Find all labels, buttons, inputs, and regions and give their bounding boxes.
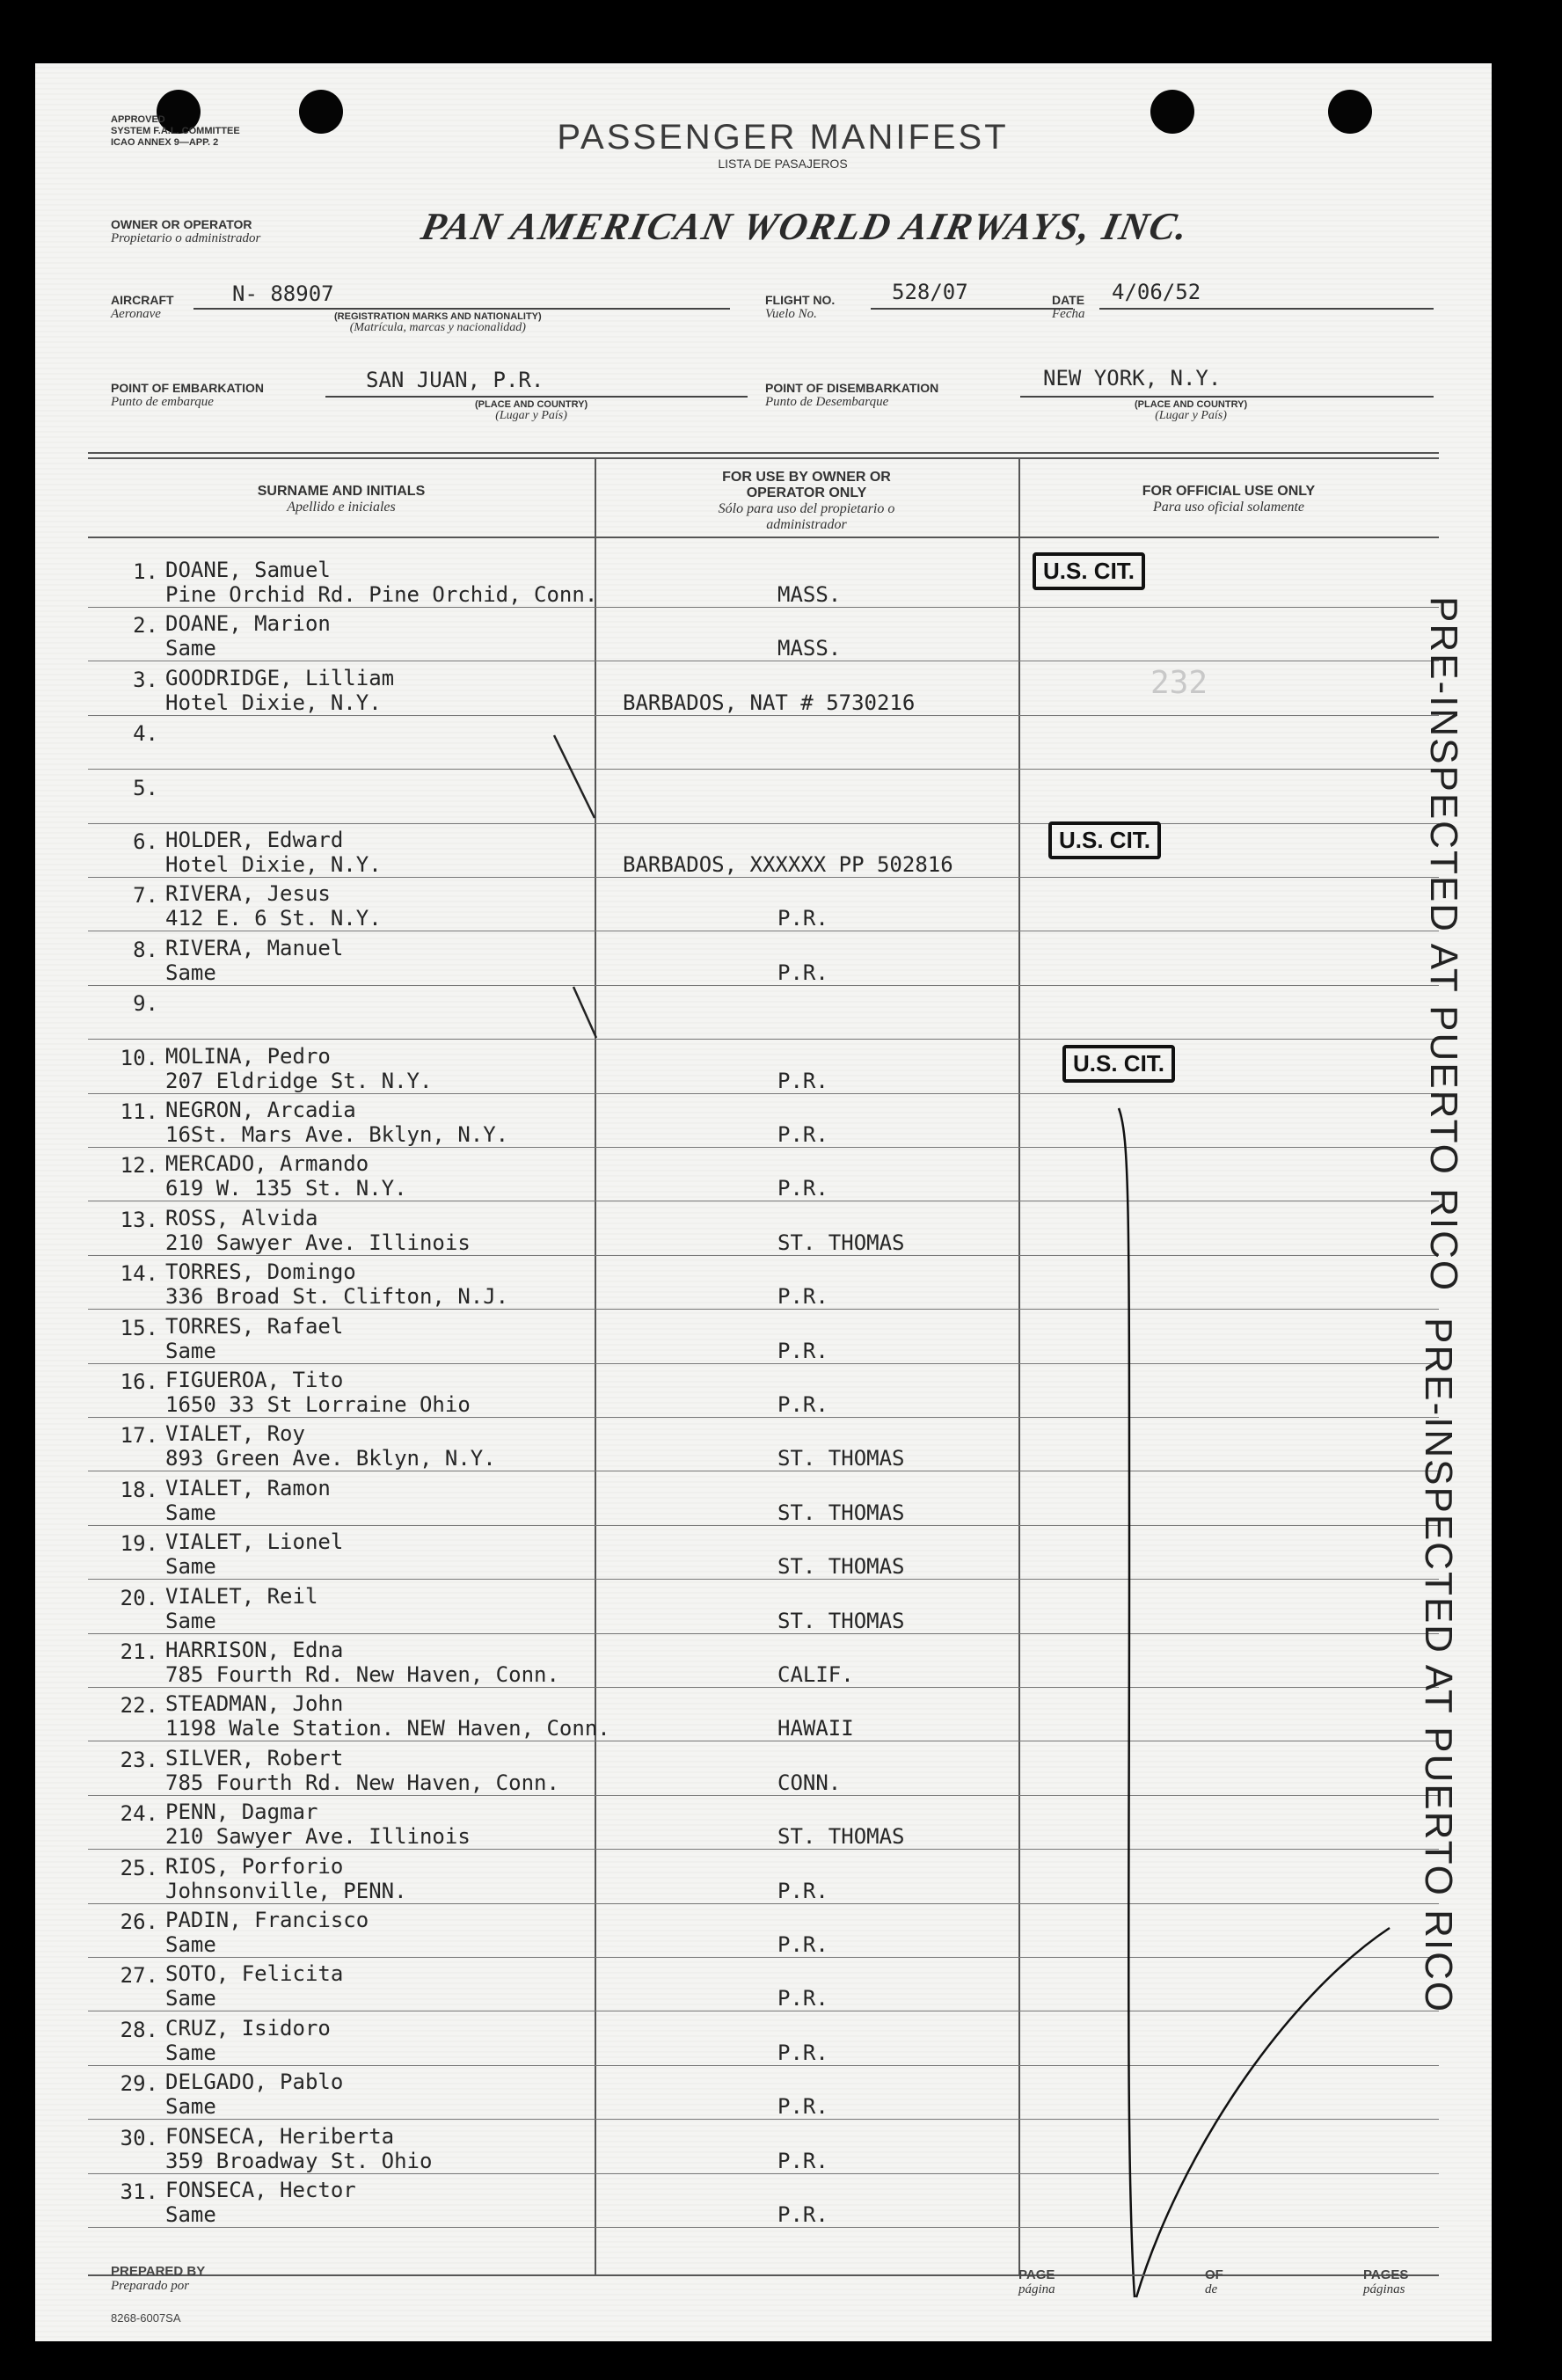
passenger-name: PADIN, Francisco bbox=[165, 1908, 369, 1932]
owner-label-block bbox=[111, 218, 260, 246]
row-divider bbox=[88, 1147, 1439, 1148]
row-divider bbox=[88, 1309, 1439, 1310]
row-number: 15. bbox=[120, 1315, 158, 1340]
passenger-address: 412 E. 6 St. N.Y. bbox=[165, 906, 382, 931]
passenger-name: HARRISON, Edna bbox=[165, 1638, 344, 1662]
passenger-name: CRUZ, Isidoro bbox=[165, 2015, 331, 2041]
row-number: 29. bbox=[120, 2071, 158, 2097]
row-divider bbox=[88, 1417, 1439, 1418]
approval-block bbox=[111, 114, 240, 149]
punch-hole bbox=[1328, 90, 1372, 134]
page-label: PAGE bbox=[1018, 2267, 1055, 2282]
aircraft-label-block bbox=[111, 294, 174, 322]
operator-use-entry: MASS. bbox=[777, 582, 842, 607]
embark-value: SAN JUAN, P.R. bbox=[366, 368, 544, 392]
passenger-address: Same bbox=[165, 636, 216, 661]
footer-rule bbox=[88, 2274, 1439, 2276]
flight-value: 528/07 bbox=[892, 280, 968, 304]
aircraft-value: N- 88907 bbox=[232, 281, 334, 306]
row-divider bbox=[88, 715, 1439, 716]
disembark-note: (PLACE AND COUNTRY) bbox=[1135, 399, 1248, 410]
row-number: 5. bbox=[133, 775, 158, 800]
pre-inspected-stamp: PRE-INSPECTED AT PUERTO RICO bbox=[1422, 596, 1465, 1293]
embark-label-block bbox=[111, 382, 264, 410]
date-line bbox=[1099, 308, 1434, 310]
passenger-address: 619 W. 135 St. N.Y. bbox=[165, 1176, 407, 1201]
pages-label-es: páginas bbox=[1363, 2282, 1405, 2296]
form-code: 8268-6007SA bbox=[111, 2311, 181, 2325]
pen-stroke bbox=[554, 735, 595, 818]
disembark-label-block bbox=[765, 382, 938, 410]
operator-use-entry: P.R. bbox=[777, 2040, 828, 2065]
row-number: 6. bbox=[133, 829, 158, 854]
operator-use-entry: P.R. bbox=[777, 1392, 828, 1417]
pen-stroke bbox=[573, 987, 596, 1038]
passenger-address: Same bbox=[165, 960, 216, 985]
row-divider bbox=[88, 1579, 1439, 1580]
prepared-by-block bbox=[111, 2264, 205, 2294]
passenger-name: SILVER, Robert bbox=[165, 1745, 344, 1770]
passenger-address: Same bbox=[165, 1986, 216, 2011]
passenger-address: 893 Green Ave. Bklyn, N.Y. bbox=[165, 1446, 496, 1471]
column-divider bbox=[595, 457, 596, 2274]
flight-label: FLIGHT NO. bbox=[765, 293, 836, 307]
row-divider bbox=[88, 1039, 1439, 1040]
operator-use-entry: P.R. bbox=[777, 1122, 828, 1147]
passenger-name: ROSS, Alvida bbox=[165, 1205, 318, 1230]
passenger-address: 336 Broad St. Clifton, N.J. bbox=[165, 1284, 509, 1310]
operator-use-entry: P.R. bbox=[777, 1068, 828, 1093]
disembark-label-es: Punto de Desembarque bbox=[765, 395, 889, 409]
passenger-name: VIALET, Ramon bbox=[165, 1475, 331, 1500]
aircraft-note-block bbox=[334, 311, 542, 334]
table-top-rule bbox=[88, 457, 1439, 459]
row-divider bbox=[88, 1687, 1439, 1688]
passenger-name: NEGRON, Arcadia bbox=[165, 1098, 356, 1122]
row-divider bbox=[88, 1363, 1439, 1364]
date-label-block bbox=[1052, 294, 1084, 322]
row-divider bbox=[88, 2227, 1439, 2228]
embark-label-es: Punto de embarque bbox=[111, 395, 214, 409]
of-label-block bbox=[1205, 2267, 1223, 2297]
page-label-block bbox=[1018, 2267, 1055, 2297]
row-number: 23. bbox=[120, 1747, 158, 1772]
row-number: 9. bbox=[133, 991, 158, 1017]
operator-use-entry: ST. THOMAS bbox=[777, 1554, 905, 1580]
passenger-name: HOLDER, Edward bbox=[165, 828, 344, 852]
row-divider bbox=[88, 1849, 1439, 1850]
row-divider bbox=[88, 1795, 1439, 1796]
row-number: 12. bbox=[120, 1153, 158, 1179]
row-divider bbox=[88, 877, 1439, 878]
operator-use-entry: P.R. bbox=[777, 1338, 828, 1363]
passenger-address: 785 Fourth Rd. New Haven, Conn. bbox=[165, 1662, 559, 1687]
col-head-surname-es: Apellido e iniciales bbox=[287, 500, 396, 515]
col-head-official-use bbox=[1018, 484, 1439, 515]
punch-hole bbox=[299, 90, 343, 134]
passenger-address: Same bbox=[165, 1500, 216, 1525]
passenger-name: FONSECA, Hector bbox=[165, 2178, 356, 2202]
manifest-sheet bbox=[35, 63, 1492, 2341]
passenger-name: VIALET, Lionel bbox=[165, 1529, 344, 1555]
approval-line: SYSTEM F.A.L. COMMITTEE bbox=[111, 126, 240, 136]
row-number: 20. bbox=[120, 1585, 158, 1610]
row-number: 27. bbox=[120, 1963, 158, 1989]
row-divider bbox=[88, 607, 1439, 608]
passenger-address: 359 Broadway St. Ohio bbox=[165, 2148, 433, 2173]
row-divider bbox=[88, 1525, 1439, 1526]
aircraft-label-es: Aeronave bbox=[111, 307, 161, 321]
row-number: 16. bbox=[120, 1369, 158, 1394]
passenger-address: 16St. Mars Ave. Bklyn, N.Y. bbox=[165, 1122, 509, 1147]
aircraft-label: AIRCRAFT bbox=[111, 293, 174, 307]
operator-use-entry: HAWAII bbox=[777, 1716, 854, 1741]
row-divider bbox=[88, 1957, 1439, 1958]
us-cit-stamp: U.S. CIT. bbox=[1062, 1045, 1175, 1083]
col-head-owner-use-es: Sólo para uso del propietario o administrador bbox=[718, 501, 895, 532]
disembark-value: NEW YORK, N.Y. bbox=[1043, 366, 1222, 391]
row-divider bbox=[88, 1093, 1439, 1094]
row-number: 30. bbox=[120, 2125, 158, 2150]
row-number: 21. bbox=[120, 1639, 158, 1664]
operator-use-entry: CALIF. bbox=[777, 1662, 854, 1687]
row-number: 3. bbox=[133, 667, 158, 692]
us-cit-stamp: U.S. CIT. bbox=[1048, 821, 1161, 859]
disembark-note-block bbox=[1135, 399, 1247, 422]
operator-use-entry: P.R. bbox=[777, 2202, 828, 2227]
passenger-address: Same bbox=[165, 2202, 216, 2227]
passenger-address: Same bbox=[165, 2094, 216, 2120]
disembark-note-es: (Lugar y País) bbox=[1155, 409, 1227, 422]
row-number: 13. bbox=[120, 1207, 158, 1232]
passenger-name: GOODRIDGE, Lilliam bbox=[165, 665, 395, 690]
passenger-address: Same bbox=[165, 1554, 216, 1580]
table-top-rule bbox=[88, 452, 1439, 454]
passenger-address: Pine Orchid Rd. Pine Orchid, Conn. bbox=[165, 582, 598, 607]
column-divider bbox=[1018, 457, 1020, 2274]
operator-use-entry: ST. THOMAS bbox=[777, 1608, 905, 1633]
embark-line bbox=[325, 396, 748, 398]
passenger-address: Same bbox=[165, 1932, 216, 1957]
passenger-address: Same bbox=[165, 1608, 216, 1633]
row-number: 18. bbox=[120, 1477, 158, 1502]
aircraft-note-es: (Matrícula, marcas y nacionalidad) bbox=[349, 321, 526, 334]
embark-note-es: (Lugar y País) bbox=[495, 409, 567, 422]
row-divider bbox=[88, 2173, 1439, 2174]
row-divider bbox=[88, 1903, 1439, 1904]
operator-use-entry: P.R. bbox=[777, 1878, 828, 1903]
row-number: 10. bbox=[120, 1045, 158, 1070]
embark-note: (PLACE AND COUNTRY) bbox=[475, 399, 588, 410]
flight-line bbox=[871, 308, 1073, 310]
approval-line: ICAO ANNEX 9—APP. 2 bbox=[111, 137, 219, 148]
aircraft-note: (REGISTRATION MARKS AND NATIONALITY) bbox=[334, 311, 542, 322]
row-divider bbox=[88, 823, 1439, 824]
pages-label-block bbox=[1363, 2267, 1408, 2297]
owner-label: OWNER OR OPERATOR bbox=[111, 217, 252, 231]
passenger-address: Hotel Dixie, N.Y. bbox=[165, 852, 382, 877]
row-number: 7. bbox=[133, 883, 158, 909]
operator-use-entry: P.R. bbox=[777, 960, 828, 985]
of-label-es: de bbox=[1205, 2282, 1218, 2296]
passenger-name: VIALET, Reil bbox=[165, 1583, 318, 1609]
date-label-es: Fecha bbox=[1052, 307, 1085, 321]
passenger-name: DOANE, Samuel bbox=[165, 558, 331, 582]
row-number: 19. bbox=[120, 1531, 158, 1557]
col-head-surname-label: SURNAME AND INITIALS bbox=[257, 484, 426, 499]
page-title: PASSENGER MANIFEST bbox=[557, 118, 1009, 157]
row-number: 4. bbox=[133, 721, 158, 747]
pen-stroke bbox=[1136, 1928, 1390, 2297]
col-head-owner-use-label: FOR USE BY OWNER OR OPERATOR ONLY bbox=[722, 470, 891, 500]
row-number: 11. bbox=[120, 1099, 158, 1124]
owner-label-es: Propietario o administrador bbox=[111, 231, 261, 245]
passenger-name: RIVERA, Manuel bbox=[165, 935, 344, 960]
row-divider bbox=[88, 1255, 1439, 1256]
of-label: OF bbox=[1205, 2267, 1223, 2282]
passenger-name: DOANE, Marion bbox=[165, 611, 331, 637]
operator-use-entry: MASS. bbox=[777, 636, 842, 661]
col-head-official-use-label: FOR OFFICIAL USE ONLY bbox=[1142, 484, 1316, 499]
header-bottom-rule bbox=[88, 537, 1439, 538]
operator-use-entry: ST. THOMAS bbox=[777, 1446, 905, 1471]
passenger-address: Same bbox=[165, 1338, 216, 1363]
passenger-address: 785 Fourth Rd. New Haven, Conn. bbox=[165, 1770, 559, 1795]
col-head-owner-use bbox=[682, 470, 931, 533]
passenger-name: PENN, Dagmar bbox=[165, 1800, 318, 1825]
row-number: 8. bbox=[133, 937, 158, 962]
passenger-name: RIVERA, Jesus bbox=[165, 881, 331, 907]
date-value: 4/06/52 bbox=[1112, 280, 1201, 304]
operator-use-entry: ST. THOMAS bbox=[777, 1230, 905, 1255]
row-number: 14. bbox=[120, 1261, 158, 1287]
pre-inspected-stamp: PRE-INSPECTED AT PUERTO RICO bbox=[1417, 1318, 1460, 2014]
row-divider bbox=[88, 1633, 1439, 1634]
passenger-name: RIOS, Porforio bbox=[165, 1853, 344, 1879]
passenger-address: 210 Sawyer Ave. Illinois bbox=[165, 1230, 471, 1255]
passenger-name: SOTO, Felicita bbox=[165, 1961, 344, 1987]
page-subtitle: LISTA DE PASAJEROS bbox=[718, 157, 848, 171]
row-number: 25. bbox=[120, 1855, 158, 1880]
passenger-address: Hotel Dixie, N.Y. bbox=[165, 690, 382, 715]
pages-label: PAGES bbox=[1363, 2267, 1409, 2282]
approval-line: APPROVED bbox=[111, 114, 165, 125]
faint-number: 232 bbox=[1150, 665, 1208, 701]
operator-use-entry: P.R. bbox=[777, 2148, 828, 2173]
disembark-label: POINT OF DISEMBARKATION bbox=[765, 381, 939, 395]
flight-label-block bbox=[765, 294, 835, 322]
row-number: 26. bbox=[120, 1909, 158, 1934]
passenger-address: 1198 Wale Station. NEW Haven, Conn. bbox=[165, 1716, 610, 1741]
passenger-name: STEADMAN, John bbox=[165, 1691, 344, 1717]
row-number: 17. bbox=[120, 1423, 158, 1449]
passenger-address: Johnsonville, PENN. bbox=[165, 1878, 407, 1903]
operator-use-entry: P.R. bbox=[777, 1986, 828, 2011]
passenger-address: 210 Sawyer Ave. Illinois bbox=[165, 1824, 471, 1850]
row-number: 24. bbox=[120, 1801, 158, 1827]
operator-use-entry: BARBADOS, XXXXXX PP 502816 bbox=[623, 852, 953, 877]
disembark-line bbox=[1020, 396, 1434, 398]
passenger-name: TORRES, Rafael bbox=[165, 1313, 344, 1339]
passenger-address: 1650 33 St Lorraine Ohio bbox=[165, 1392, 471, 1417]
passenger-address: 207 Eldridge St. N.Y. bbox=[165, 1068, 433, 1093]
flight-label-es: Vuelo No. bbox=[765, 307, 817, 321]
passenger-name: FIGUEROA, Tito bbox=[165, 1368, 344, 1392]
us-cit-stamp: U.S. CIT. bbox=[1033, 552, 1145, 590]
passenger-name: DELGADO, Pablo bbox=[165, 2070, 344, 2095]
row-divider bbox=[88, 2119, 1439, 2120]
passenger-name: TORRES, Domingo bbox=[165, 1259, 356, 1285]
passenger-name: MERCADO, Armando bbox=[165, 1151, 369, 1177]
airline-name: PAN AMERICAN WORLD AIRWAYS, INC. bbox=[417, 205, 1193, 248]
row-number: 1. bbox=[133, 559, 158, 584]
punch-hole bbox=[1150, 90, 1194, 134]
passenger-name: VIALET, Roy bbox=[165, 1421, 305, 1447]
row-number: 22. bbox=[120, 1693, 158, 1719]
passenger-name: MOLINA, Pedro bbox=[165, 1043, 331, 1069]
prepared-by-label: PREPARED BY bbox=[111, 2264, 206, 2279]
operator-use-entry: P.R. bbox=[777, 1176, 828, 1201]
col-head-official-use-es: Para uso oficial solamente bbox=[1153, 500, 1304, 515]
prepared-by-es: Preparado por bbox=[111, 2279, 190, 2293]
row-number: 31. bbox=[120, 2179, 158, 2204]
embark-label: POINT OF EMBARKATION bbox=[111, 381, 264, 395]
operator-use-entry: BARBADOS, NAT # 5730216 bbox=[623, 690, 916, 715]
date-label: DATE bbox=[1052, 293, 1085, 307]
embark-note-block bbox=[475, 399, 588, 422]
operator-use-entry: ST. THOMAS bbox=[777, 1500, 905, 1525]
passenger-address: Same bbox=[165, 2040, 216, 2065]
row-number: 2. bbox=[133, 613, 158, 639]
operator-use-entry: P.R. bbox=[777, 906, 828, 931]
operator-use-entry: P.R. bbox=[777, 2094, 828, 2120]
page-label-es: página bbox=[1018, 2282, 1055, 2296]
aircraft-line bbox=[193, 308, 730, 310]
operator-use-entry: ST. THOMAS bbox=[777, 1824, 905, 1850]
row-number: 28. bbox=[120, 2017, 158, 2042]
row-divider bbox=[88, 2065, 1439, 2066]
passenger-name: FONSECA, Heriberta bbox=[165, 2123, 395, 2149]
operator-use-entry: CONN. bbox=[777, 1770, 842, 1795]
col-head-surname bbox=[88, 484, 595, 515]
row-divider bbox=[88, 769, 1439, 770]
row-divider bbox=[88, 985, 1439, 986]
operator-use-entry: P.R. bbox=[777, 1284, 828, 1310]
operator-use-entry: P.R. bbox=[777, 1932, 828, 1957]
